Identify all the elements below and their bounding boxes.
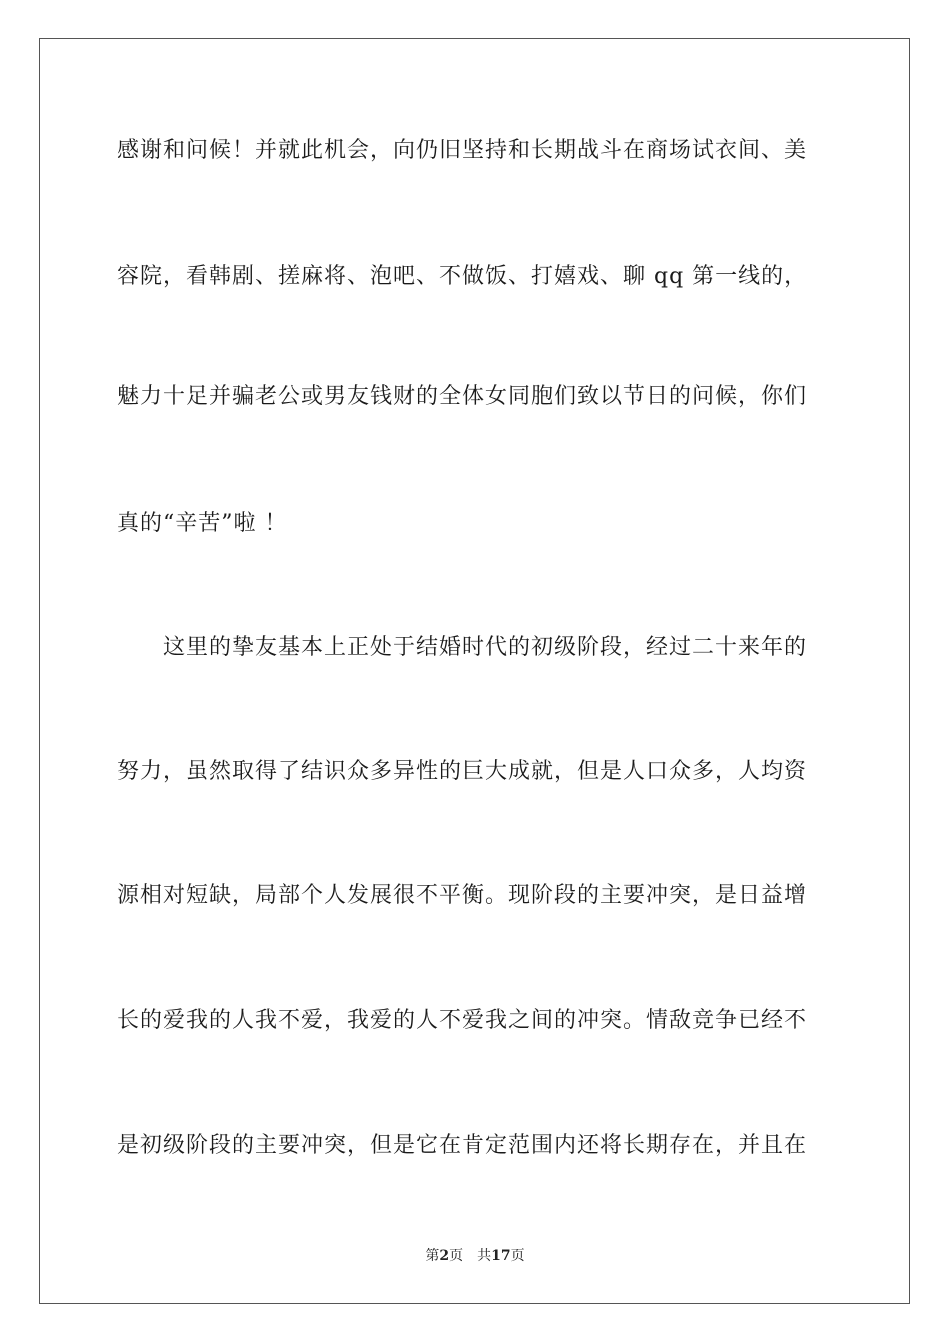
text-line: 魅力十足并骗老公或男友钱财的全体女同胞们致以节日的问候，你们	[117, 384, 808, 409]
page-prefix: 第	[425, 1248, 440, 1264]
text-line: 感谢和问候！并就此机会，向仍旧坚持和长期战斗在商场试衣间、美	[117, 138, 808, 163]
page-border	[39, 38, 910, 1304]
total-pages: 17	[491, 1248, 511, 1264]
text-line: 长的爱我的人我不爱，我爱的人不爱我之间的冲突。情敌竞争已经不	[117, 1008, 808, 1033]
total-prefix: 共	[477, 1248, 492, 1264]
page-suffix: 页	[449, 1248, 464, 1264]
text-line: 是初级阶段的主要冲突，但是它在肯定范围内还将长期存在，并且在	[117, 1133, 808, 1158]
text-line: 容院，看韩剧、搓麻将、泡吧、不做饭、打嬉戏、聊 qq 第一线的，	[117, 264, 808, 289]
text-line: 努力，虽然取得了结识众多异性的巨大成就，但是人口众多，人均资	[117, 759, 808, 784]
total-suffix: 页	[510, 1248, 525, 1264]
text-line: 这里的挚友基本上正处于结婚时代的初级阶段，经过二十来年的	[163, 635, 808, 660]
text-line: 源相对短缺，局部个人发展很不平衡。现阶段的主要冲突，是日益增	[117, 883, 808, 908]
page-footer	[0, 1247, 950, 1265]
text-line: 真的“辛苦”啦 ！	[117, 511, 288, 536]
page-number: 2	[439, 1248, 450, 1264]
